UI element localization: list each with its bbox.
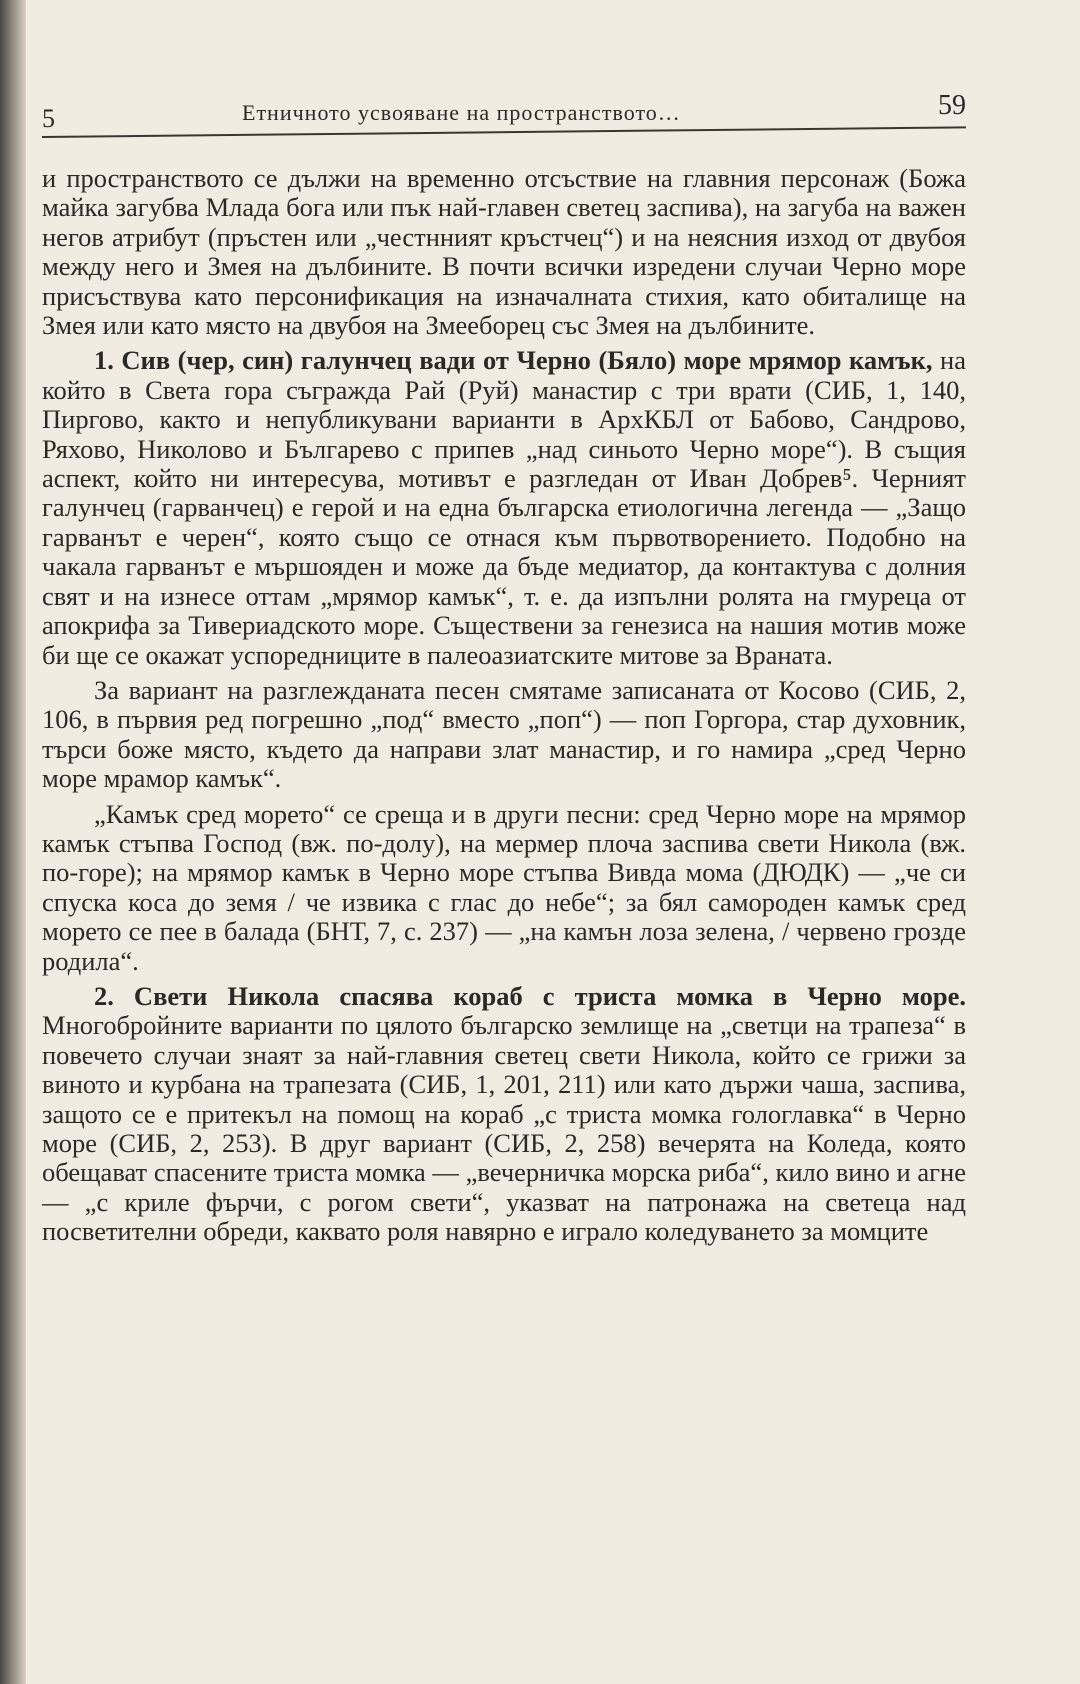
paragraph-lead: 1. Сив (чер, син) галунчец вади от Черно (Бяло) море мрямор камък,: [94, 345, 933, 376]
book-page: [42, 0, 1052, 1684]
book-spine-shadow: [0, 0, 26, 1684]
paragraph: [42, 676, 966, 794]
paragraph-text: „Камък сред морето“ се среща и в други песни: сред Черно море на мрямор камък стъпва Господ (вж. по-долу), на мермер плоча заспива свети Никола (вж. по-горе); на мрямор камък в Черно море стъпва Вивда мома (ДЮДК) — „че си спуска коса до земя / че извика с глас до небе“; за бял самороден камък сред морето се пее в балада (БНТ, 7, с. 237) — „на камън лоза зелена, / червено грозде родила“.: [42, 798, 966, 976]
body-text: [42, 164, 966, 1253]
page-number: 59: [938, 90, 966, 121]
paragraph: [42, 346, 966, 669]
paragraph-lead: 2. Свети Никола спасява кораб с триста момка в Черно море.: [94, 980, 966, 1011]
paragraph-text: Многобройните варианти по цялото българско землище на „светци на трапеза“ в повечето случаи знаят за най-главния светец свети Никола, който се грижи за виното и курбана на трапезата (СИБ, 1, 201, 211) или като държи чаша, заспива, защото се е притекъл на помощ на кораб „с триста момка гологлавка“ в Черно море (СИБ, 2, 253). В друг вариант (СИБ, 2, 258) вечерята на Коледа, която обещават спасените триста момка — „вечерничка морска риба“, кило вино и агне — „с криле фърчи, с рогом свети“, указват на патронажа на светеца над посветителни обреди, каквато роля навярно е играло коледуването за момците: [42, 1010, 966, 1247]
paragraph: [42, 164, 966, 340]
paragraph: [42, 800, 966, 976]
paragraph-text: За вариант на разглежданата песен смятаме записаната от Косово (СИБ, 2, 106, в първия ред погрешно „под“ вместо „поп“) — поп Горгора, стар духовник, търси боже място, където да направи злат манастир, и го намира „сред Черно море мрамор камък“.: [42, 674, 966, 794]
paragraph: [42, 982, 966, 1247]
paragraph-text: на който в Света гора съгражда Рай (Руй) манастир с три врати (СИБ, 1, 140, Пиргово, както и непубликувани варианти в АрхКБЛ от Бабово, Сандрово, Ряхово, Николово и Българево с припев „над синьото Черно море“). В същия аспект, който ни интересува, мотивът е разгледан от Иван Добрев⁵. Черният галунчец (гарванчец) е герой и на една българска етиологична легенда — „Защо гарванът е черен“, която също се отнася към първотворението. Подобно на чакала гарванът е мършояден и може да бъде медиатор, да контактува с долния свят и на изнесе оттам „мрямор камък“, т. е. да изпълни ролята на гмуреца от апокрифа за Тивериадското море. Съществени за генезиса на нашия мотив може би ще се окажат успоредниците в палеоазиатските митове за Враната.: [42, 345, 966, 670]
paragraph-text: и пространството се дължи на временно отсъствие на главния персонаж (Божа майка загубва Млада бога или пък най-главен светец заспива), на загуба на важен негов атрибут (пръстен или „честнният кръстчец“) и на неясния изход от двубоя между него и Змея на дълбините. В почти всички изредени случаи Черно море присъствува като персонификация на изначалната стихия, като обиталище на Змея или като място на двубоя на Змееборец със Змея на дълбините.: [42, 163, 966, 341]
left-margin-number: 5: [42, 104, 55, 133]
running-title: Етничното усвояване на пространството…: [242, 100, 681, 125]
